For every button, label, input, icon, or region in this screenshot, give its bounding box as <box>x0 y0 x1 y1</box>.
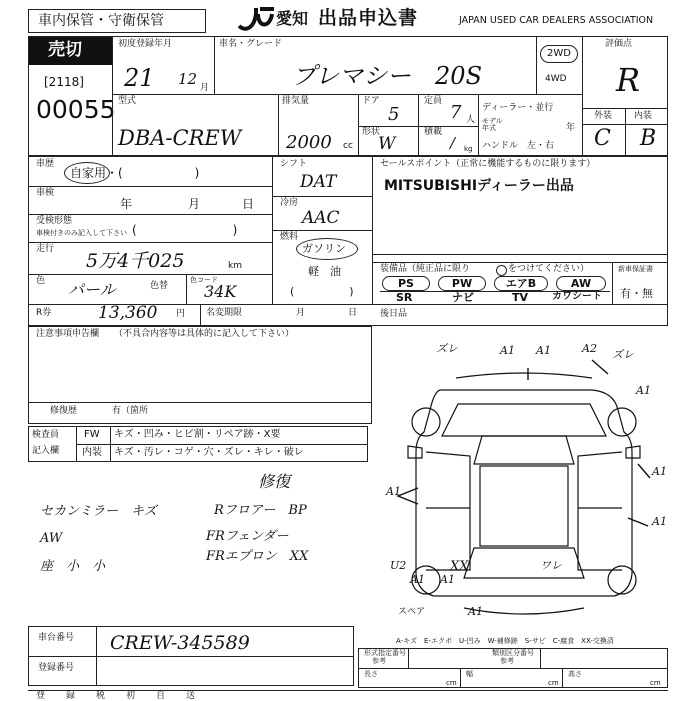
registration-month-unit: 月 <box>200 83 210 93</box>
doors-label: ドア <box>362 96 380 106</box>
capacity-value: 7 <box>450 102 462 123</box>
history-label: 車歴 <box>36 159 55 169</box>
note-left-3: 座 小 小 <box>40 559 106 574</box>
registration-year: 21 <box>124 64 155 92</box>
repair-value: 有（箇所 <box>112 406 149 416</box>
ac-label: 冷房 <box>280 198 299 208</box>
name-change-month: 月 <box>296 308 306 318</box>
footer-item-5: 自 <box>156 691 166 701</box>
shift-label: シフト <box>280 159 308 169</box>
warranty-label: 新車保証書 <box>618 265 653 273</box>
dmg-mark-4: A2 <box>582 342 597 355</box>
shift-value: DAT <box>300 172 337 192</box>
note-left-1: セカンミラー キズ <box>40 504 157 519</box>
selling-point-label: セールスポイント（正常に機能するものに限ります） <box>380 159 596 169</box>
displacement-value: 2000 <box>286 132 332 153</box>
model-label: 車名・グレード <box>219 39 283 49</box>
fuel-diesel: 軽 油 <box>308 265 341 278</box>
dealer-row1: ディーラー・並行 <box>482 103 554 113</box>
inspection-year: 年 <box>120 197 133 211</box>
inspector-row2: キズ・汚レ・コゲ・穴・ズレ・キレ・破レ <box>114 447 304 458</box>
sold-text: 売切 <box>48 40 82 60</box>
fuel-label: 燃料 <box>280 232 299 242</box>
interior-label: 内装 <box>634 111 653 121</box>
footer-item-3: 税 <box>96 691 106 701</box>
footer-item-1: 登 <box>36 691 46 701</box>
doors-value: 5 <box>388 104 400 125</box>
mileage-value: 5万4千025 <box>86 250 185 272</box>
name-change-day: 日 <box>348 308 358 318</box>
dmg-mark-13: A1 <box>410 573 425 586</box>
measure-width: 幅 <box>466 670 473 678</box>
dmg-mark-11: XX <box>450 559 469 574</box>
color-replace-label: 色替 <box>150 281 169 291</box>
dealer-handle: ハンドル 左・右 <box>482 141 555 151</box>
ac-value: AAC <box>302 208 340 228</box>
dealer-year: 年 <box>566 123 576 133</box>
footer-item-6: 送 <box>186 691 196 701</box>
note-right-1: Rフロアー BP <box>214 503 307 518</box>
color-value: パール <box>68 280 116 299</box>
capacity-unit: 人 <box>466 115 476 125</box>
form-subtitle: JAPAN USED CAR DEALERS ASSOCIATION <box>459 15 654 26</box>
dmg-mark-8: A1 <box>652 515 667 528</box>
exterior-score: C <box>594 126 611 151</box>
dmg-mark-10: A1 <box>440 573 455 586</box>
drive-4wd: 4WD <box>545 74 567 84</box>
measure-length: 長さ <box>364 670 378 678</box>
capacity-label: 定員 <box>424 96 443 106</box>
inspector-row1-head: FW <box>84 429 100 440</box>
equip-airbag: エアB <box>494 276 548 291</box>
inspector-row1: キズ・凹み・ヒビ割・リペア跡・X要 <box>114 429 281 440</box>
inspector-row2-head: 内装 <box>82 447 102 458</box>
interior-score: B <box>640 126 657 151</box>
equip-leather: カワシート <box>552 291 602 302</box>
type-code-value: DBA-CREW <box>118 126 242 150</box>
exterior-label: 外装 <box>594 111 613 121</box>
receive-note: 車検付きのみ記入して下さい <box>36 229 127 237</box>
footer-item-2: 録 <box>66 691 76 701</box>
spare-label: スペア <box>398 607 426 617</box>
equipment-circle-mark <box>496 265 507 276</box>
chassis-number: CREW-345589 <box>110 632 250 654</box>
measure-row2-label: 類別区分番号 <box>492 649 534 657</box>
dmg-mark-7: A1 <box>652 465 667 478</box>
measure-length-unit: cm <box>446 679 457 687</box>
equipment-label: 装備品（純正品に限り <box>380 264 471 274</box>
equip-ps: PS <box>382 276 430 291</box>
selling-point-value: MITSUBISHIディーラー出品 <box>384 178 574 194</box>
repair-label: 修復歴 <box>50 406 78 416</box>
footer-item-4: 初 <box>126 691 136 701</box>
measure-row1-label: 形式指定番号 <box>364 649 406 657</box>
name-change-label: 名変期限 <box>206 308 243 318</box>
receive-label: 受検形態 <box>36 216 73 226</box>
inspection-month: 月 <box>188 197 201 211</box>
damage-legend: A-キズ E-エクボ U-凹み W-補修跡 S-サビ C-腐食 XX-交換済 <box>396 637 614 645</box>
reg-number-label: 登録番号 <box>38 663 75 673</box>
notes-instruction: （不具合内容等は具体的に記入して下さい） <box>114 329 295 339</box>
drive-2wd: 2WD <box>540 45 578 63</box>
measure-row2-sub: 参考 <box>500 657 514 665</box>
dmg-mark-9: A1 <box>386 485 401 498</box>
inspection-label: 車検 <box>36 188 55 198</box>
dmg-mark-5: ズレ <box>612 348 634 361</box>
measure-row1-sub: 参考 <box>372 657 386 665</box>
displacement-unit: cc <box>343 141 353 151</box>
history-value: 自家用・( ) <box>70 166 200 180</box>
dmg-mark-12: ワレ <box>540 559 562 572</box>
registration-label: 初度登録年月 <box>118 39 173 49</box>
equip-sr: SR <box>396 291 413 304</box>
measure-height: 高さ <box>568 670 582 678</box>
shape-label: 形状 <box>362 127 381 137</box>
fuel-gas: ガソリン <box>302 242 346 255</box>
equip-aw: AW <box>556 276 606 291</box>
load-value: / <box>450 134 456 152</box>
receive-paren: ( ) <box>132 223 238 237</box>
warranty-value: 有・無 <box>620 287 653 300</box>
type-code-label: 型式 <box>118 96 137 106</box>
color-label: 色 <box>36 276 46 286</box>
load-unit: kg <box>464 145 473 153</box>
notes-label: 注意事項申告欄 <box>36 329 100 339</box>
notes-frame <box>28 326 372 424</box>
color-code-label: 色コード <box>190 276 218 284</box>
note-top: 修復 <box>258 472 291 491</box>
recycle-label: R券 <box>36 308 52 318</box>
model-name: プレマシー 20S <box>292 62 483 90</box>
form-title: 出品申込書 <box>318 7 419 29</box>
equipment-label-2: をつけてください） <box>508 264 590 274</box>
inspector-label-1: 検査員 <box>32 430 60 440</box>
shape-value: W <box>378 134 396 154</box>
dmg-mark-14: U2 <box>390 559 407 572</box>
rating-label: 評価点 <box>605 39 633 49</box>
registration-month: 12 <box>178 70 198 88</box>
dmg-mark-3: A1 <box>536 344 551 357</box>
lot-code: [2118] <box>44 75 84 89</box>
equip-tv: TV <box>512 291 529 304</box>
color-code: 34K <box>204 282 237 301</box>
measure-width-unit: cm <box>548 679 559 687</box>
storage-tag-text: 車内保管・守衛保管 <box>38 13 164 29</box>
fuel-paren: ( ) <box>290 285 354 298</box>
displacement-label: 排気量 <box>282 96 310 106</box>
dealer-row2: モデル年式 <box>482 117 503 132</box>
load-label: 積載 <box>424 127 443 137</box>
note-right-2: FRフェンダー <box>206 529 289 544</box>
logo-mark <box>236 6 274 32</box>
mileage-unit: km <box>228 261 242 271</box>
inspector-label-2: 記入欄 <box>32 446 60 456</box>
dmg-mark-15: A1 <box>468 605 483 618</box>
measure-height-unit: cm <box>650 679 661 687</box>
note-right-3: FRエプロン XX <box>206 549 309 564</box>
lot-number: 00055 <box>36 95 116 124</box>
dmg-mark-6: A1 <box>636 384 651 397</box>
logo-text: 愛知 <box>276 9 309 28</box>
mileage-label: 走行 <box>36 244 55 254</box>
dmg-mark-1: ズレ <box>436 342 458 355</box>
dmg-mark-2: A1 <box>500 344 515 357</box>
later-label: 後日品 <box>380 309 408 319</box>
equip-navi: ナビ <box>452 291 474 304</box>
recycle-unit: 円 <box>176 309 186 319</box>
equip-pw: PW <box>438 276 486 291</box>
chassis-label: 車台番号 <box>38 633 75 643</box>
inspection-day: 日 <box>242 197 255 211</box>
recycle-value: 13,360 <box>98 303 158 323</box>
note-left-2: AW <box>40 531 63 546</box>
rating-score: R <box>616 61 641 99</box>
